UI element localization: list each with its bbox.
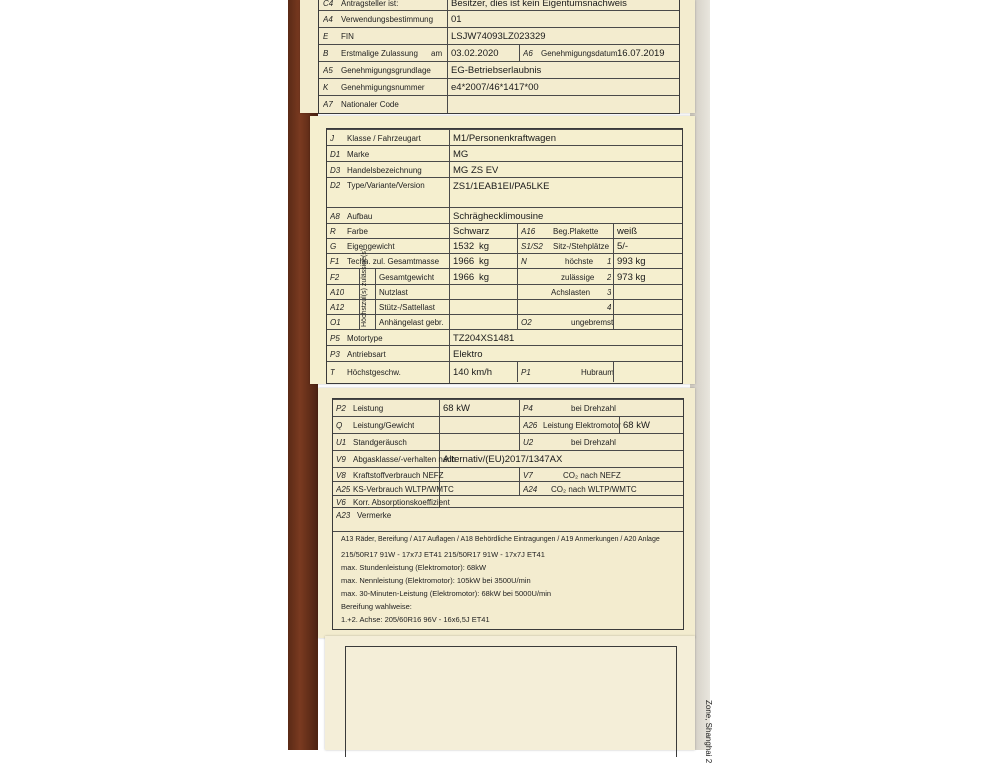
- approval-basis-value: EG-Betriebserlaubnis: [451, 65, 542, 76]
- field-code: P5: [330, 333, 340, 343]
- column-divider: [519, 45, 520, 62]
- field-label: Farbe: [347, 227, 368, 236]
- field-code: U2: [523, 438, 534, 447]
- row-d2: [327, 177, 682, 208]
- axle-number: 4: [607, 303, 612, 312]
- axle-2-load-value: 973 kg: [617, 271, 646, 283]
- row-u1: [333, 433, 683, 451]
- field-code: A8: [330, 211, 340, 221]
- field-label: Genehmigungsgrundlage: [341, 66, 431, 75]
- row-a8: [327, 207, 682, 224]
- column-divider: [613, 300, 614, 315]
- column-divider: [613, 224, 614, 239]
- field-label: Kraftstoffverbrauch NEFZ: [353, 470, 444, 480]
- field-code: B: [323, 49, 329, 58]
- row-b: [319, 44, 679, 62]
- field-label-am: am: [431, 49, 443, 58]
- notes-area: [341, 536, 681, 628]
- drive-type-value: Elektro: [453, 348, 483, 360]
- row-o1: [327, 314, 682, 330]
- axle-number: 2: [607, 272, 612, 282]
- column-divider: [517, 224, 518, 239]
- field-label: zulässige: [561, 272, 595, 282]
- field-label: Techn. zul. Gesamtmasse: [347, 257, 440, 266]
- field-code: A25: [336, 484, 351, 494]
- axle-1-load-value: 993 kg: [617, 256, 646, 267]
- column-divider: [613, 315, 614, 330]
- note-line: Bereifung wahlweise:: [341, 602, 412, 611]
- row-p2: [333, 399, 683, 417]
- emission-class-value: Alternativ/(EU)2017/1347AX: [443, 454, 563, 465]
- field-code: A10: [330, 288, 345, 297]
- field-code: V6: [336, 497, 346, 507]
- field-code: P4: [523, 404, 533, 413]
- field-label: Erstmalige Zulassung: [341, 49, 418, 58]
- field-label: Hubraum: [581, 367, 614, 377]
- column-divider: [517, 362, 518, 382]
- row-j: [327, 129, 682, 146]
- vertical-group-divider: [359, 268, 360, 329]
- document-panel-2: [310, 116, 695, 384]
- field-label: Standgeräusch: [353, 438, 407, 447]
- seats-value: 5/-: [617, 241, 629, 252]
- field-code: P2: [336, 404, 346, 413]
- column-divider: [613, 239, 614, 254]
- field-code: P1: [521, 367, 531, 377]
- column-divider: [519, 434, 520, 451]
- field-code: A23: [336, 511, 351, 520]
- document-panel-1: [300, 0, 695, 113]
- field-label: Aufbau: [347, 211, 373, 221]
- field-label: Nutzlast: [379, 288, 408, 297]
- body-type-value: Schräghecklimousine: [453, 210, 544, 222]
- column-divider: [613, 269, 614, 285]
- field-code: O2: [521, 318, 532, 327]
- note-line: max. 30-Minuten-Leistung (Elektromotor): 68kW bei 5000U/min: [341, 589, 552, 598]
- field-label: KS-Verbrauch WLTP/WMTC: [353, 484, 454, 494]
- note-line: max. Stundenleistung (Elektromotor): 68kW: [341, 563, 487, 572]
- row-d3: [327, 161, 682, 178]
- field-label: Korr. Absorptionskoeffizient: [353, 497, 450, 507]
- column-divider: [517, 285, 518, 300]
- field-code: S1/S2: [521, 242, 543, 251]
- column-divider: [619, 417, 620, 434]
- row-d1: [327, 145, 682, 162]
- field-code: D2: [330, 181, 341, 190]
- vertical-group-divider: [375, 268, 376, 329]
- field-label: Abgasklasse/-verhalten nach: [353, 455, 456, 464]
- electric-motor-power-value: 68 kW: [623, 420, 650, 431]
- column-divider: [613, 285, 614, 300]
- field-code: V9: [336, 455, 346, 464]
- row-a5: [319, 61, 679, 79]
- column-divider: [613, 362, 614, 382]
- vehicle-table: [326, 128, 683, 384]
- unit-label: kg: [479, 271, 490, 283]
- performance-table: [332, 398, 684, 630]
- field-label: Leistung/Gewicht: [353, 421, 415, 430]
- first-registration-value: 03.02.2020: [451, 48, 499, 59]
- axle-number: 1: [607, 257, 612, 266]
- field-label: Antriebsart: [347, 349, 386, 359]
- field-code: A6: [523, 49, 533, 58]
- field-label: Handelsbezeichnung: [347, 165, 422, 175]
- approval-date-value: 16.07.2019: [617, 48, 665, 59]
- field-label: Motortype: [347, 333, 383, 343]
- column-divider: [519, 468, 520, 482]
- row-a25: [333, 481, 683, 496]
- vehicle-class-value: M1/Personenkraftwagen: [453, 132, 556, 144]
- column-divider: [517, 239, 518, 254]
- field-label: Type/Variante/Version: [347, 181, 425, 190]
- field-code: V8: [336, 470, 346, 480]
- field-label: Eigengewicht: [347, 242, 395, 251]
- row-f1: [327, 253, 682, 269]
- gross-mass-value: 1966: [453, 256, 475, 267]
- row-p3: [327, 345, 682, 362]
- usage-value: 01: [451, 14, 462, 25]
- unit-label: kg: [479, 256, 490, 267]
- vin-value: LSJW74093LZ023329: [451, 31, 546, 42]
- field-label: Anhängelast gebr.: [379, 318, 444, 327]
- max-speed-value: 140 km/h: [453, 366, 493, 378]
- notes-header: A13 Räder, Bereifung / A17 Auflagen / A18 Behördliche Eintragungen / A19 Anmerkungen / A20 Anlage: [341, 536, 660, 543]
- field-label: FIN: [341, 32, 354, 41]
- field-code: A5: [323, 66, 333, 75]
- applicant-value: Besitzer, dies ist kein Eigentumsnachweis: [451, 0, 627, 9]
- engine-type-value: TZ204XS1481: [453, 332, 515, 344]
- row-f2: [327, 268, 682, 285]
- field-label: bei Drehzahl: [571, 438, 616, 447]
- permitted-weight-value: 1966: [453, 271, 475, 283]
- field-label: Nationaler Code: [341, 100, 399, 109]
- column-divider: [517, 254, 518, 269]
- field-label: Vermerke: [357, 511, 392, 520]
- document-panel-4: [325, 636, 695, 750]
- field-label: Klasse / Fahrzeugart: [347, 133, 421, 143]
- field-code: P3: [330, 349, 340, 359]
- field-code: G: [330, 242, 337, 251]
- empty-table: [345, 646, 677, 757]
- field-label: Sitz-/Stehplätze: [553, 242, 610, 251]
- field-label: Antragsteller ist:: [341, 0, 399, 8]
- row-p5: [327, 329, 682, 346]
- column-divider: [517, 300, 518, 315]
- row-k: [319, 78, 679, 96]
- field-code: A24: [523, 484, 538, 494]
- field-code: A4: [323, 15, 333, 24]
- row-q: [333, 416, 683, 434]
- color-value: Schwarz: [453, 226, 490, 237]
- field-label: Gesamtgewicht: [379, 272, 435, 282]
- type-variant-value: ZS1/1EAB1EI/PA5LKE: [453, 181, 550, 192]
- field-code: F1: [330, 257, 340, 266]
- field-code: A12: [330, 303, 345, 312]
- field-label: bei Drehzahl: [571, 404, 616, 413]
- field-label: Beg.Plakette: [553, 227, 599, 236]
- row-r: [327, 223, 682, 239]
- axle-number: 3: [607, 288, 612, 297]
- field-code: T: [330, 367, 335, 377]
- field-code: F2: [330, 272, 340, 282]
- vertical-label: Höchstzul(s) zulässige(s): [361, 248, 368, 327]
- field-code: K: [323, 83, 329, 92]
- field-label: Achslasten: [551, 288, 591, 297]
- row-e: [319, 27, 679, 45]
- row-t: [327, 361, 682, 382]
- field-code: A26: [523, 421, 538, 430]
- field-code: U1: [336, 438, 347, 447]
- field-code: A7: [323, 100, 333, 109]
- note-line: max. Nennleistung (Elektromotor): 105kW bei 3500U/min: [341, 576, 531, 585]
- notes-block: [333, 531, 683, 630]
- field-label: Verwendungsbestimmung: [341, 15, 434, 24]
- row-v8: [333, 467, 683, 482]
- make-value: MG: [453, 148, 469, 160]
- field-code: O1: [330, 318, 341, 327]
- registration-table-1: [318, 0, 680, 114]
- sticker-value: weiß: [617, 226, 638, 237]
- row-a7: [319, 95, 679, 113]
- column-divider: [517, 315, 518, 330]
- field-label: Höchstgeschw.: [347, 367, 401, 377]
- approval-number-value: e4*2007/46*1417*00: [451, 82, 539, 93]
- row-v9: [333, 450, 683, 468]
- unit-label: kg: [479, 241, 490, 252]
- column-divider: [519, 400, 520, 417]
- field-label: Leistung Elektromotor: [543, 421, 621, 430]
- trade-name-value: MG ZS EV: [453, 164, 499, 176]
- field-label: CO₂ nach NEFZ: [563, 470, 621, 480]
- field-label: Genehmigungsnummer: [341, 83, 425, 92]
- column-divider: [519, 417, 520, 434]
- field-code: R: [330, 227, 336, 236]
- note-line: 1.+2. Achse: 205/60R16 96V - 16x6,5J ET41: [341, 615, 490, 624]
- field-label: CO₂ nach WLTP/WMTC: [551, 484, 637, 494]
- curb-weight-value: 1532: [453, 241, 475, 252]
- field-code: E: [323, 32, 329, 41]
- field-code: D3: [330, 165, 341, 175]
- document-panel-3: [318, 388, 695, 638]
- column-divider: [519, 482, 520, 496]
- field-label: Genehmigungsdatum: [541, 49, 618, 58]
- field-label: Leistung: [353, 404, 384, 413]
- field-code: N: [521, 257, 527, 266]
- row-g: [327, 238, 682, 254]
- field-code: V7: [523, 470, 533, 480]
- row-a12: [327, 299, 682, 315]
- field-code: Q: [336, 421, 343, 430]
- field-code: C4: [323, 0, 334, 8]
- column-divider: [613, 254, 614, 269]
- background-side-text: Zone, Shanghai 2: [704, 700, 713, 763]
- field-label: Stütz-/Sattellast: [379, 303, 436, 312]
- field-code: D1: [330, 149, 341, 159]
- column-divider: [517, 269, 518, 285]
- note-line: 215/50R17 91W - 17x7J ET41 215/50R17 91W - 17x7J ET41: [341, 550, 545, 559]
- row-a23: [333, 507, 683, 532]
- field-code: J: [330, 133, 334, 143]
- field-label: ungebremst: [571, 318, 614, 327]
- row-a10: [327, 284, 682, 300]
- row-a4: [319, 10, 679, 28]
- field-label: höchste: [565, 257, 594, 266]
- field-code: A16: [521, 227, 536, 236]
- field-label: Marke: [347, 149, 370, 159]
- power-value: 68 kW: [443, 403, 470, 414]
